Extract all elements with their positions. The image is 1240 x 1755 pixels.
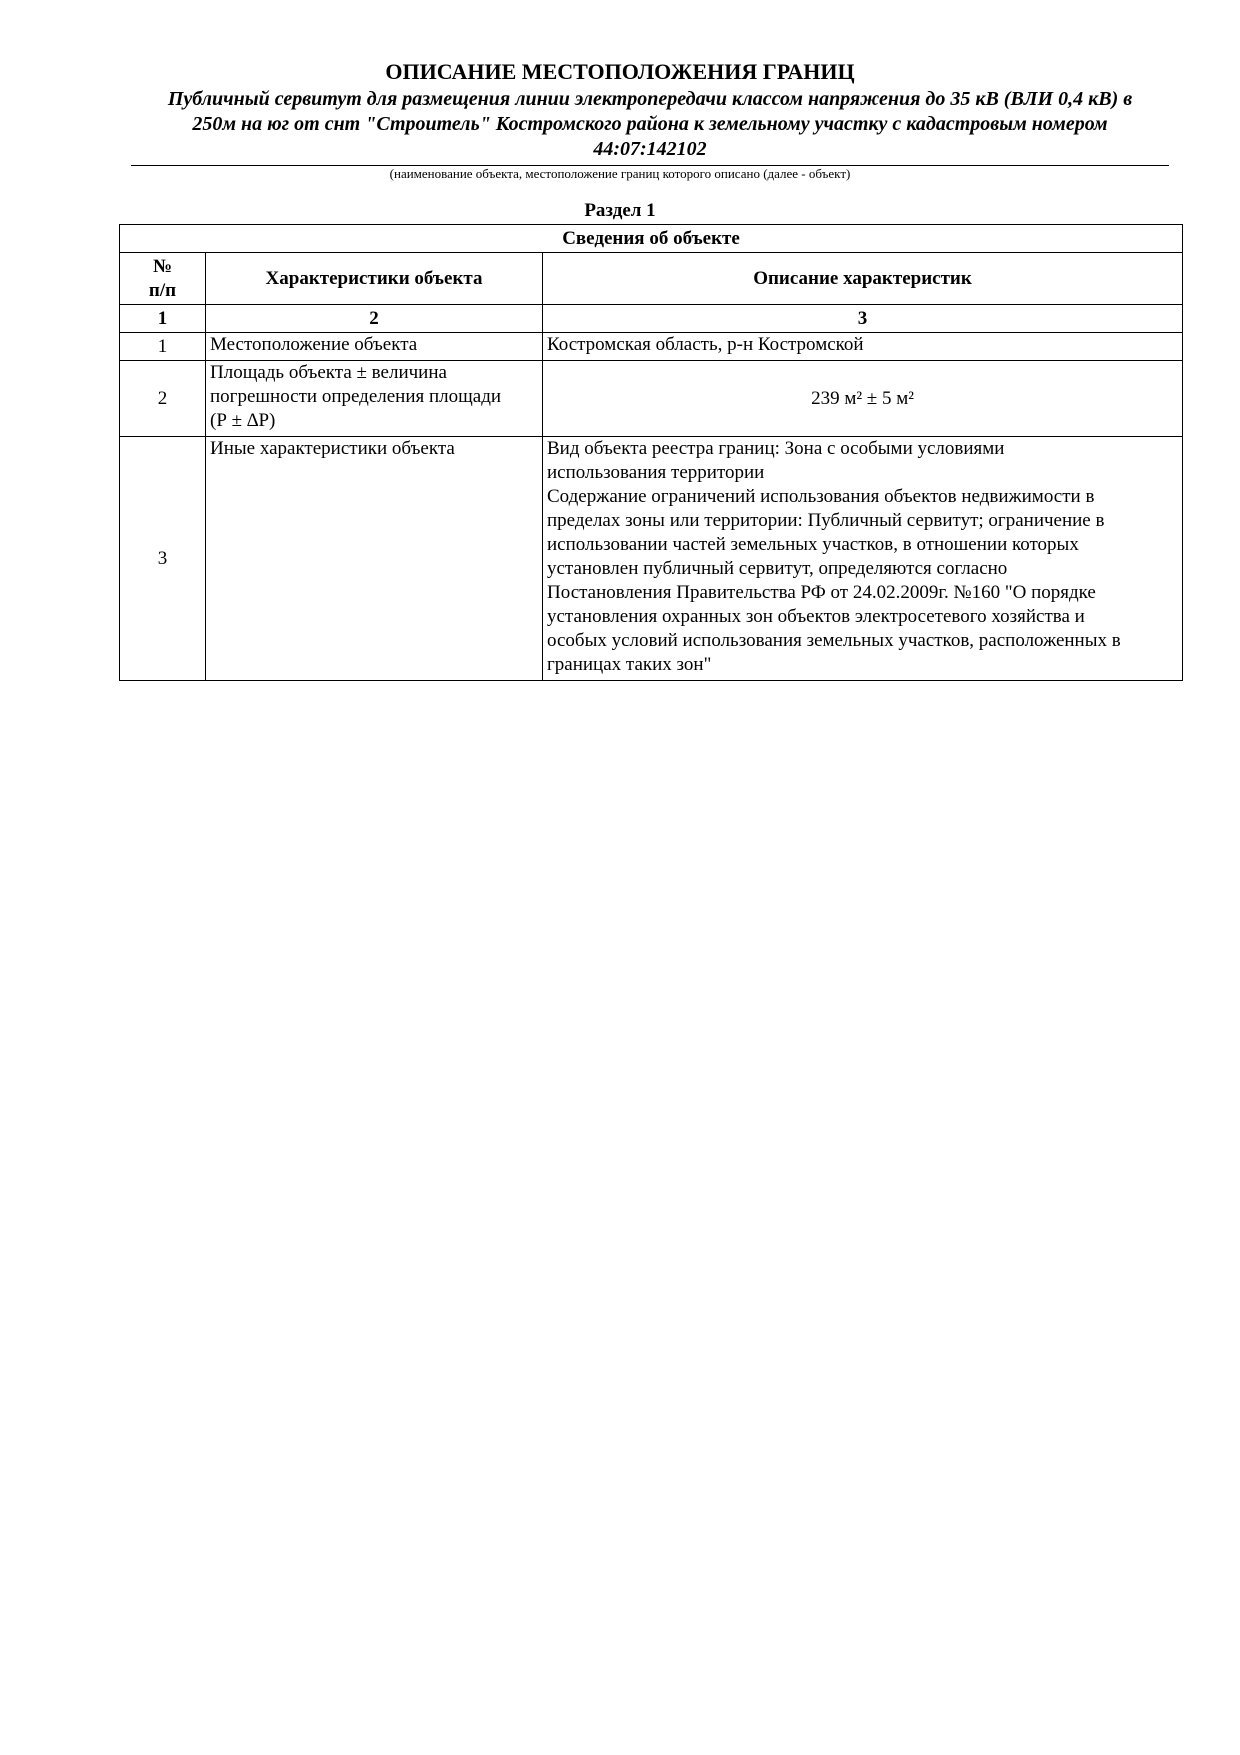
table-caption: Сведения об объекте: [120, 225, 1183, 253]
name-caption: (наименование объекта, местоположение границ которого описано (далее - объект): [389, 166, 851, 181]
header-description: Описание характеристик: [543, 253, 1183, 305]
table-row: [120, 437, 1183, 681]
header-number: [120, 253, 206, 305]
column-number-row: [120, 305, 1183, 333]
cell-line: установления охранных зон объектов электросетевого хозяйства и: [547, 606, 1085, 627]
object-description-line: Публичный сервитут для размещения линии электропередачи классом напряжения до 35 кВ (ВЛИ 0,4 кВ) в: [167, 88, 1133, 110]
object-description-line: 250м на юг от снт "Строитель" Костромского района к земельному участку с кадастровым номером: [192, 113, 1108, 135]
row-number: 3: [120, 437, 206, 681]
cell-line: Иные характеристики объекта: [210, 438, 455, 459]
row-description: [543, 361, 1183, 437]
cell-line: (Р ± ∆Р): [210, 410, 276, 431]
header-number-line: п/п: [148, 279, 177, 301]
table-row: [120, 333, 1183, 361]
row-characteristic: [206, 333, 543, 361]
cell-line: пределах зоны или территории: Публичный сервитут; ограничение в: [547, 510, 1105, 531]
cell-line: особых условий использования земельных участков, расположенных в: [547, 630, 1121, 651]
object-description-line: 44:07:142102: [593, 138, 707, 160]
column-number: 2: [206, 305, 543, 333]
cell-line: установлен публичный сервитут, определяются согласно: [547, 558, 1008, 579]
row-characteristic: [206, 361, 543, 437]
row-number: 2: [120, 361, 206, 437]
document-title: ОПИСАНИЕ МЕСТОПОЛОЖЕНИЯ ГРАНИЦ: [385, 59, 855, 84]
object-description: [135, 87, 1165, 162]
cell-line: Содержание ограничений использования объектов недвижимости в: [547, 486, 1095, 507]
section-title: Раздел 1: [584, 200, 656, 221]
cell-line: использования территории: [547, 462, 765, 483]
row-number: 1: [120, 333, 206, 361]
column-number: 3: [543, 305, 1183, 333]
table-caption-row: [120, 225, 1183, 253]
cell-line: границах таких зон": [547, 654, 712, 675]
cell-line: Площадь объекта ± величина: [210, 362, 447, 383]
row-description: [543, 437, 1183, 681]
cell-line: Постановления Правительства РФ от 24.02.2009г. №160 "О порядке: [547, 582, 1096, 603]
header-number-line: №: [152, 255, 173, 277]
table-header-row: [120, 253, 1183, 305]
header-characteristics: Характеристики объекта: [206, 253, 543, 305]
row-characteristic: [206, 437, 543, 681]
cell-line: Местоположение объекта: [210, 334, 418, 355]
cell-line: использовании частей земельных участков, в отношении которых: [547, 534, 1079, 555]
row-description: [543, 333, 1183, 361]
table-row: [120, 361, 1183, 437]
cell-line: Костромская область, р-н Костромской: [547, 334, 864, 355]
column-number: 1: [120, 305, 206, 333]
cell-line: 239 м² ± 5 м²: [811, 387, 914, 409]
cell-line: погрешности определения площади: [210, 386, 502, 407]
object-info-table: [119, 224, 1183, 681]
cell-line: Вид объекта реестра границ: Зона с особыми условиями: [547, 438, 1005, 459]
